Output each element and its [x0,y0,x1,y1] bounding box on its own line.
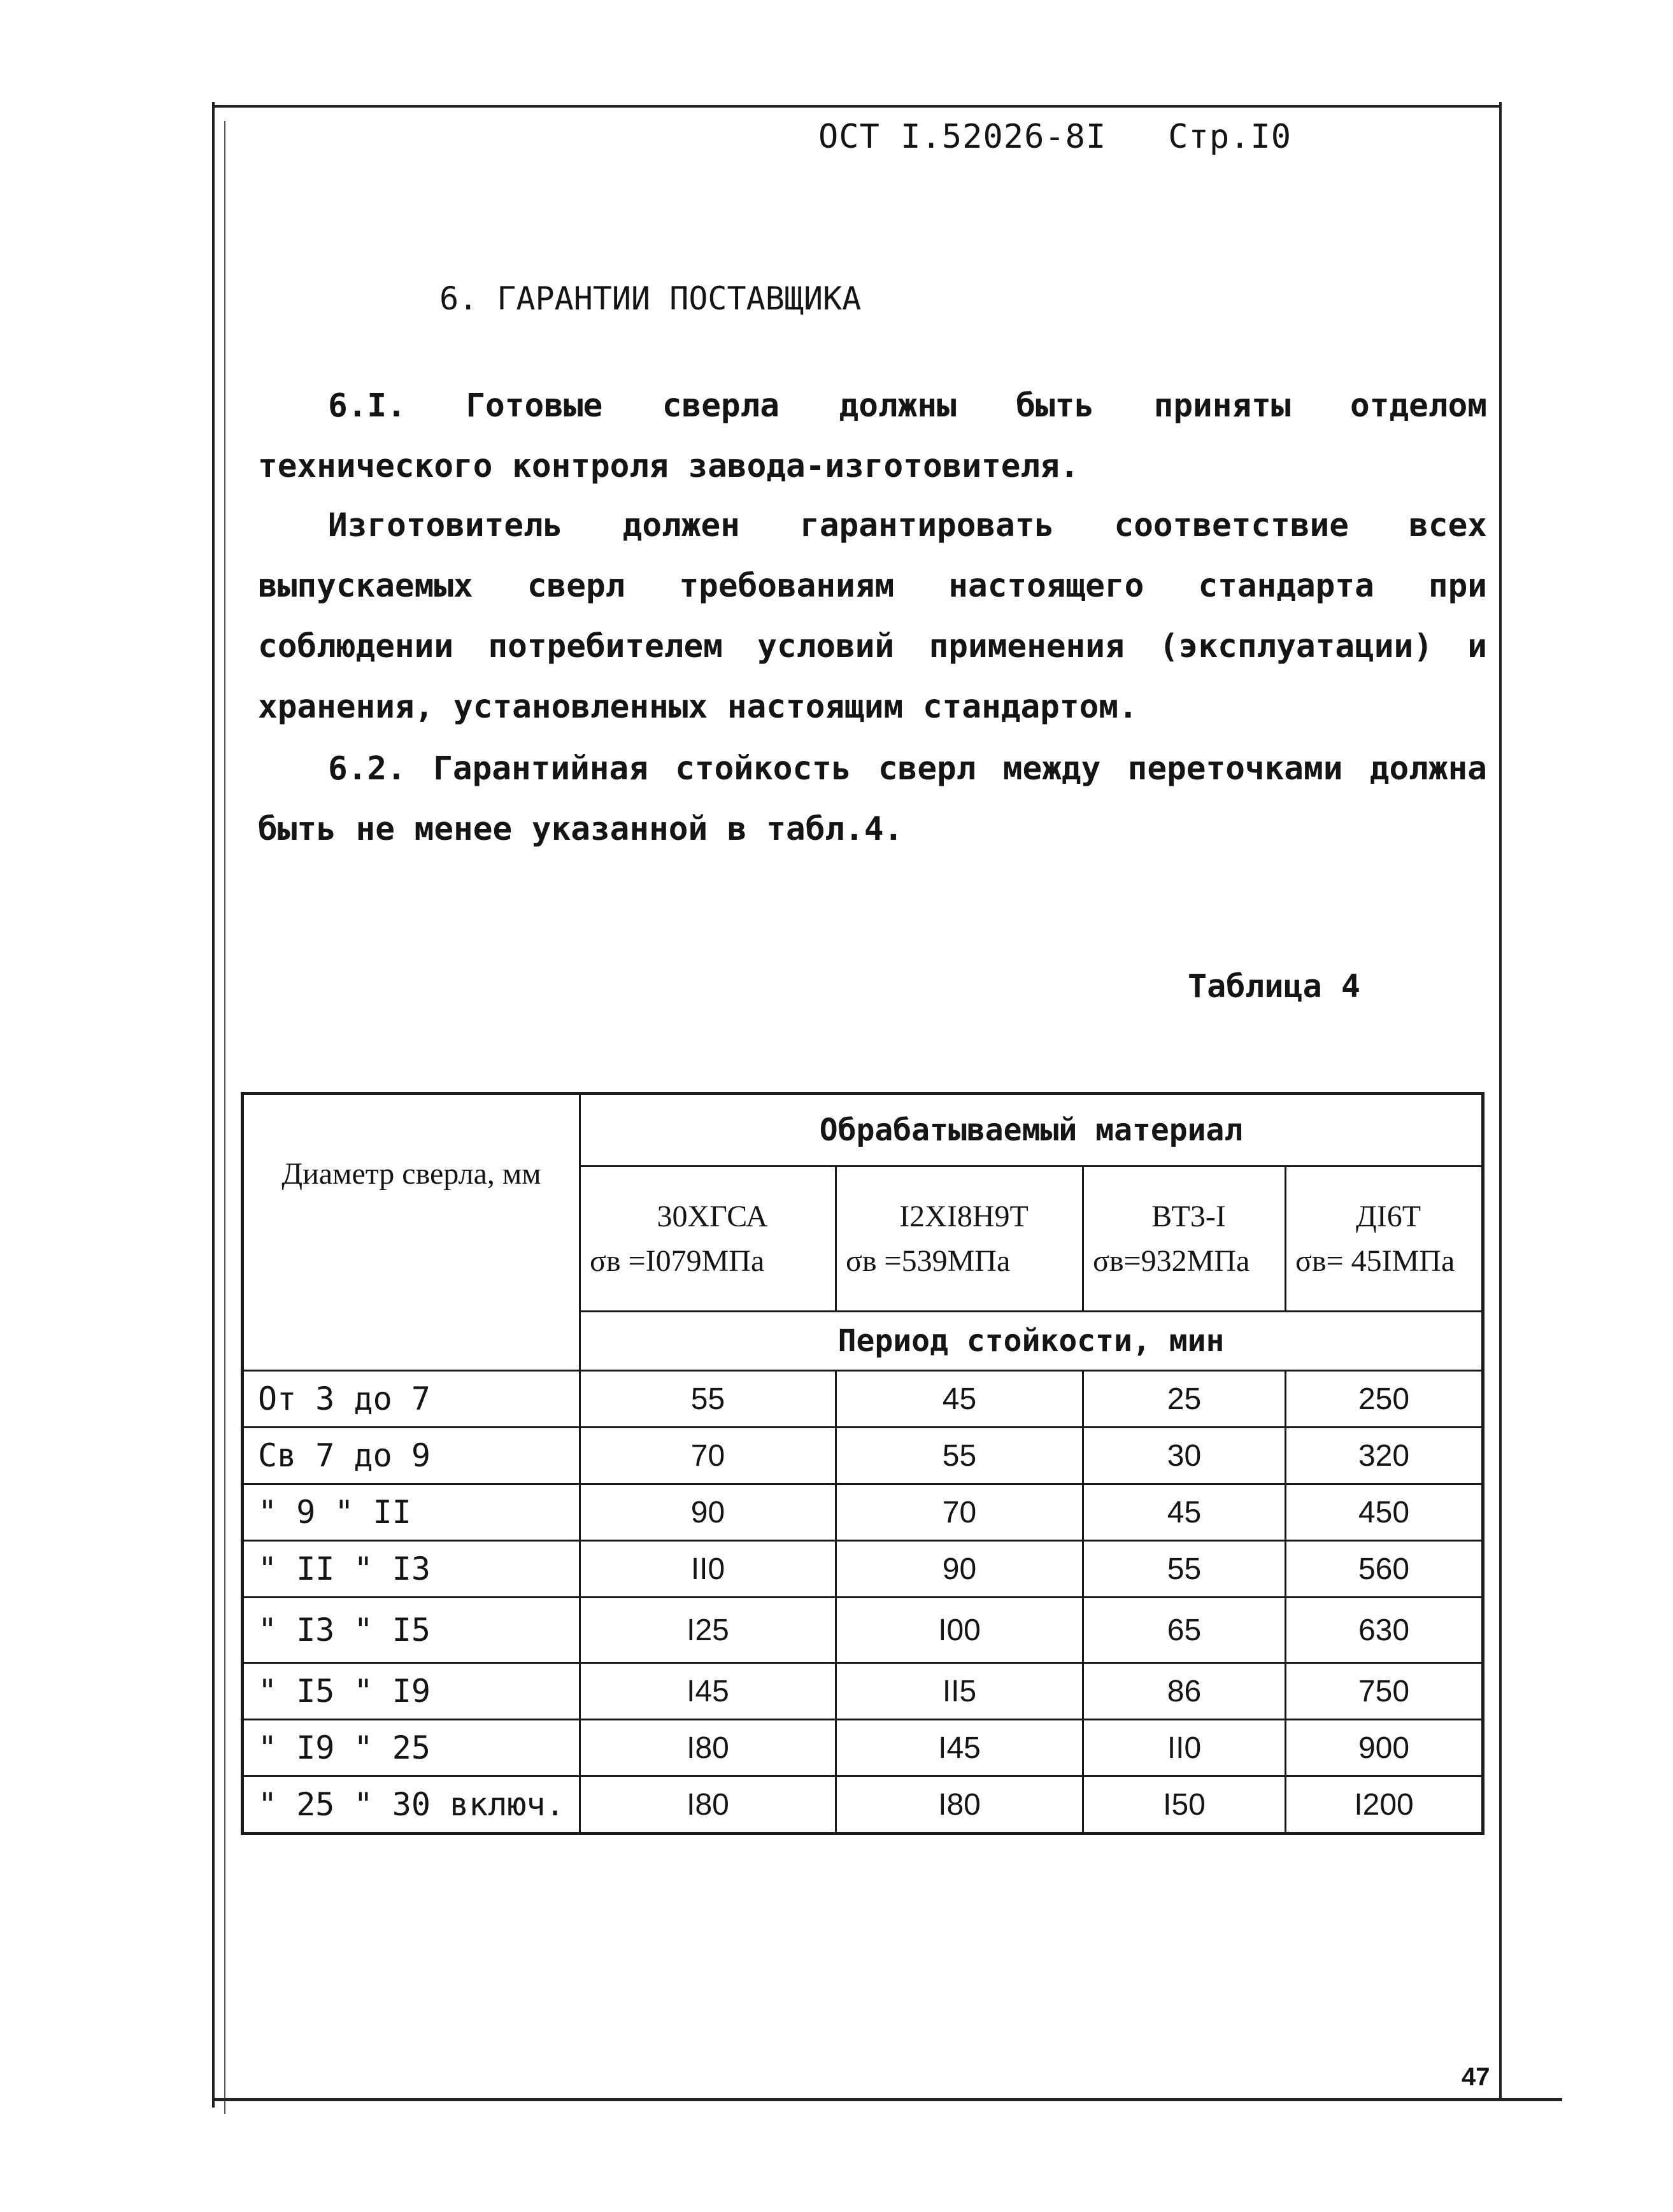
table-cell: I200 [1286,1776,1483,1834]
table-cell: 560 [1286,1541,1483,1598]
table-row [243,1371,1483,1428]
table-cell: I80 [580,1776,836,1834]
diameter-range: " 25 " 30 включ. [243,1776,580,1834]
table-cell: 70 [836,1484,1083,1541]
diameter-range: " II " I3 [243,1541,580,1598]
page-frame-right [1499,102,1502,2098]
material-name: I2XI8H9T [899,1199,1029,1233]
table-cell: 45 [836,1371,1083,1428]
table-cell: I00 [836,1598,1083,1663]
material-strength: σв= 45IМПа [1295,1244,1455,1278]
table-cell: II0 [580,1541,836,1598]
table-row [243,1484,1483,1541]
table-cell: I80 [580,1720,836,1776]
doc-code: ОСТ I.52026-8I [818,118,1107,156]
table-cell: 450 [1286,1484,1483,1541]
diameter-range: " I3 " I5 [243,1598,580,1663]
table-row [243,1663,1483,1720]
table-cell: 70 [580,1428,836,1484]
paragraph-manufacturer: Изготовитель должен гарантировать соответствие всех выпускаемых сверл требованиям настоящего стандарта при соблюдении потребителем условий применения (эксплуатации) и хранения, установленных настоящим стандартом. [258,507,1487,726]
diameter-range: " I9 " 25 [243,1720,580,1776]
table-cell: 45 [1083,1484,1286,1541]
material-col-2 [836,1166,1083,1312]
table-row [243,1720,1483,1776]
table-row [243,1598,1483,1663]
table-4 [241,1092,1481,1835]
table-cell: 55 [580,1371,836,1428]
material-name: 30ХГСА [657,1199,768,1233]
page-frame-bottom [212,2098,1562,2101]
table-cell: 900 [1286,1720,1483,1776]
page-frame-left [212,102,215,2108]
table-cell: I50 [1083,1776,1286,1834]
table-row [243,1428,1483,1484]
table-cell: II0 [1083,1720,1286,1776]
table-cell: 65 [1083,1598,1286,1663]
table-cell: I25 [580,1598,836,1663]
table-row [243,1541,1483,1598]
paragraph-6-2: 6.2. Гарантийная стойкость сверл между переточками должна быть не менее указанной в табл.4. [258,750,1487,848]
table-cell: I45 [580,1663,836,1720]
table-caption: Таблица 4 [1188,968,1360,1005]
page-label: Стр.I0 [1168,118,1292,156]
table-cell: I45 [836,1720,1083,1776]
paragraph-6-1: 6.I. Готовые сверла должны быть приняты отделом технического контроля завода-изготовителя. [258,387,1487,485]
diameter-range: " 9 " II [243,1484,580,1541]
table-cell: 90 [836,1541,1083,1598]
table-cell: I80 [836,1776,1083,1834]
period-header: Период стойкости, мин [580,1312,1483,1371]
page-header [818,118,1292,156]
table-cell: II5 [836,1663,1083,1720]
table-cell: 55 [836,1428,1083,1484]
page-frame-left-inner [224,121,225,2114]
material-col-4 [1286,1166,1483,1312]
diameter-range: От 3 до 7 [243,1371,580,1428]
page-number: 47 [1462,2063,1490,2091]
tool-life-table [241,1092,1484,1835]
material-name: ВТ3-I [1151,1199,1226,1233]
table-cell: 30 [1083,1428,1286,1484]
table-cell: 630 [1286,1598,1483,1663]
table-cell: 86 [1083,1663,1286,1720]
material-strength: σв =I079МПа [590,1244,765,1278]
page-frame-top [212,105,1500,108]
table-cell: 90 [580,1484,836,1541]
material-strength: σв=932МПа [1093,1244,1250,1278]
material-strength: σв =539МПа [846,1244,1011,1278]
material-col-1 [580,1166,836,1312]
material-name: ДI6Т [1356,1199,1421,1233]
section-title: 6. ГАРАНТИИ ПОСТАВЩИКА [439,280,862,317]
material-col-3 [1083,1166,1286,1312]
table-row [243,1776,1483,1834]
table-cell: 25 [1083,1371,1286,1428]
diameter-range: Св 7 до 9 [243,1428,580,1484]
table-cell: 750 [1286,1663,1483,1720]
diameter-range: " I5 " I9 [243,1663,580,1720]
table-cell: 320 [1286,1428,1483,1484]
diameter-header: Диаметр сверла, мм [243,1094,580,1371]
table-cell: 250 [1286,1371,1483,1428]
table-cell: 55 [1083,1541,1286,1598]
material-header: Обрабатываемый материал [580,1094,1483,1166]
